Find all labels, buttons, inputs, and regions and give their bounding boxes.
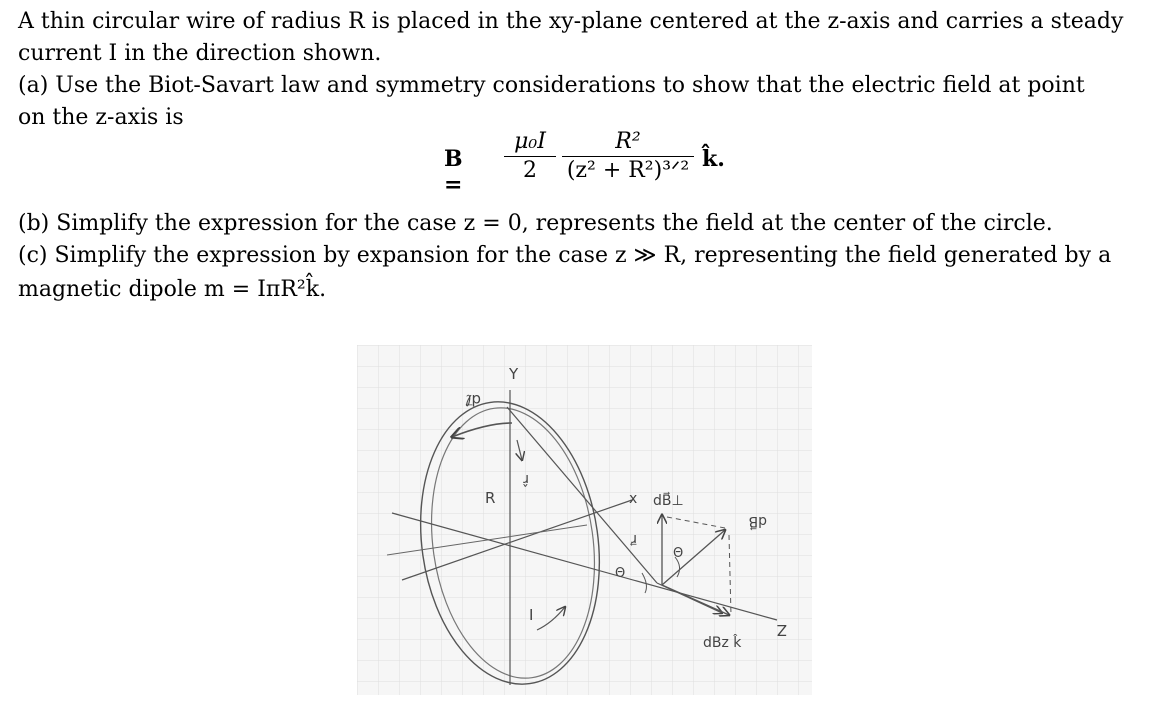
fraction-1-denominator: 2: [523, 158, 537, 183]
equation-unit-vector: k̂.: [702, 146, 725, 172]
radius-label: R: [485, 489, 496, 507]
dB-perp-label: dB⃗⊥: [653, 493, 684, 509]
part-c-line-1: (c) Simplify the expression by expansion for the case z ≫ R, representing the field generated by a: [18, 243, 1112, 268]
fraction-2-denominator: (z² + R²)³ᐟ²: [566, 158, 690, 183]
theta-label-2: Θ: [673, 546, 684, 561]
x-axis-label: x: [629, 491, 638, 507]
part-c-line-2: magnetic dipole m = IπR²k̂.: [18, 277, 327, 302]
y-axis-label: Y: [509, 365, 519, 383]
current-loop-figure: [357, 345, 812, 695]
r-hat-label: r̂: [523, 471, 529, 487]
part-b-text: (b) Simplify the expression for the case z = 0, represents the field at the center of the circle.: [18, 211, 1053, 236]
equation-fraction-2: [562, 128, 694, 185]
dB-label: dB⃗: [748, 513, 767, 529]
r-vector-label: r⃗: [631, 531, 637, 547]
grid-lines: [357, 345, 812, 695]
part-a-line-2: on the z-axis is: [18, 105, 184, 130]
dl-label: dℓ⃗: [465, 391, 481, 409]
fraction-1-numerator: μ₀I: [514, 129, 546, 154]
equation-fraction-1: [504, 128, 556, 185]
part-a-line-1: (a) Use the Biot-Savart law and symmetry considerations to show that the electric field at point: [18, 73, 1085, 98]
dBz-label: dBz k̂: [703, 635, 742, 651]
theta-label-1: Θ: [615, 566, 626, 581]
z-axis-label: Z: [776, 621, 787, 639]
current-label: I: [529, 606, 534, 624]
fraction-2-numerator: R²: [615, 129, 641, 154]
problem-line-2: current I in the direction shown.: [18, 41, 382, 66]
equation-lhs: B =: [444, 146, 463, 198]
problem-line-1: A thin circular wire of radius R is placed in the xy-plane centered at the z-axis and carries a steady: [18, 9, 1124, 34]
